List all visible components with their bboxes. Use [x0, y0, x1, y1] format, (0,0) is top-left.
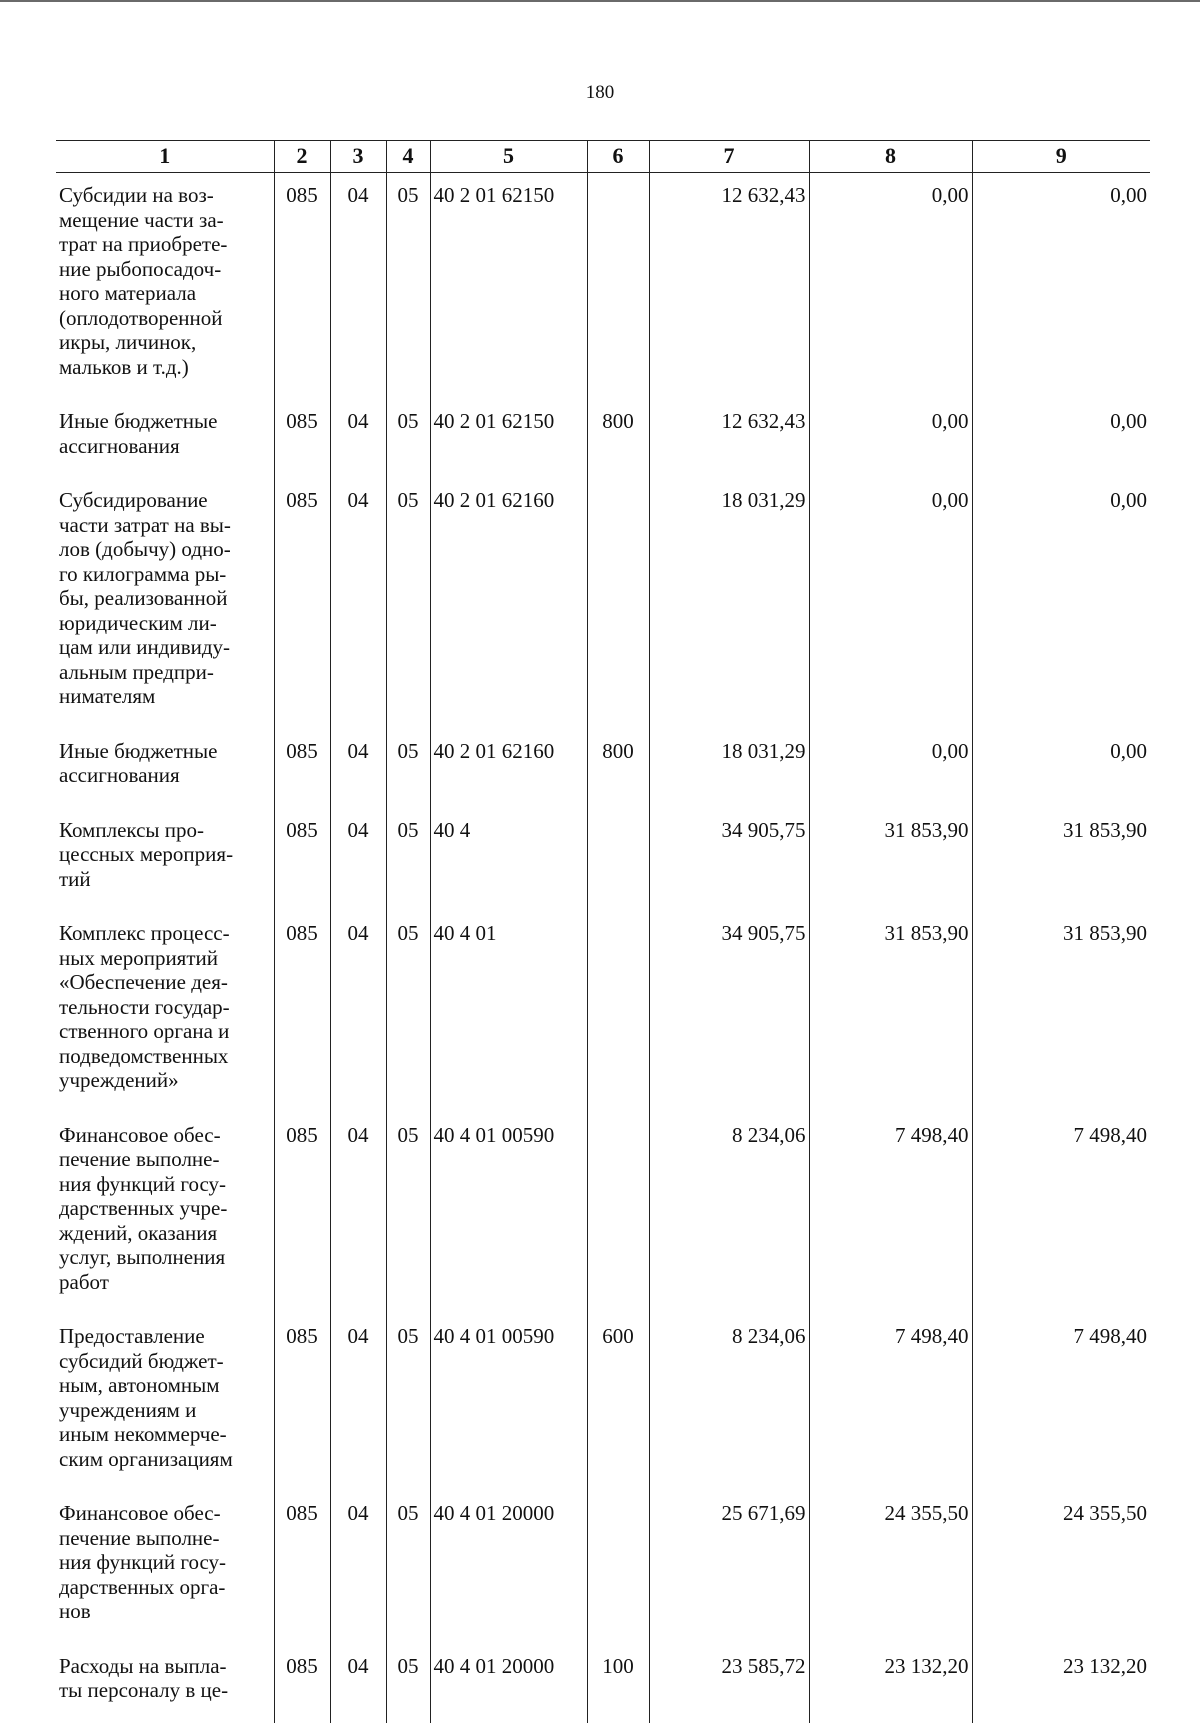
cell-subsection: 05 — [386, 399, 430, 478]
cell-amount-9: 23 132,20 — [972, 1644, 1150, 1723]
cell-subsection: 05 — [386, 173, 430, 400]
row-name: Расходы на выпла- ты персоналу в це- — [59, 1653, 229, 1702]
cell-section: 04 — [330, 808, 386, 912]
row-name: Предоставление субсидий бюджет- ным, автономным учреждениям и иным некоммерче- ским организациям — [59, 1324, 233, 1471]
row-name: Комплекс процесс- ных мероприятий «Обеспечение дея- тельности государ- ственного органа и подведомственных учреждений» — [59, 921, 230, 1092]
cell-target-article: 40 2 01 62160 — [430, 729, 587, 808]
col-header-3: 3 — [330, 141, 386, 173]
cell-admin-code: 085 — [274, 911, 330, 1113]
col-header-5: 5 — [430, 141, 587, 173]
cell-subsection: 05 — [386, 1113, 430, 1315]
col-header-2: 2 — [274, 141, 330, 173]
cell-amount-9: 0,00 — [972, 173, 1150, 400]
cell-section: 04 — [330, 1113, 386, 1315]
cell-amount-8: 7 498,40 — [809, 1113, 972, 1315]
cell-amount-8: 0,00 — [809, 399, 972, 478]
cell-amount-8: 7 498,40 — [809, 1314, 972, 1491]
cell-subsection: 05 — [386, 808, 430, 912]
cell-section: 04 — [330, 911, 386, 1113]
cell-amount-8: 24 355,50 — [809, 1491, 972, 1644]
col-header-4: 4 — [386, 141, 430, 173]
cell-amount-9: 0,00 — [972, 478, 1150, 729]
table-row — [56, 911, 1150, 1113]
cell-amount-7: 18 031,29 — [649, 729, 809, 808]
cell-admin-code: 085 — [274, 1314, 330, 1491]
cell-amount-7: 23 585,72 — [649, 1644, 809, 1723]
cell-expense-type — [587, 808, 649, 912]
cell-amount-7: 8 234,06 — [649, 1113, 809, 1315]
table-row — [56, 1644, 1150, 1723]
cell-section: 04 — [330, 1491, 386, 1644]
cell-amount-7: 34 905,75 — [649, 911, 809, 1113]
cell-subsection: 05 — [386, 911, 430, 1113]
budget-table — [56, 140, 1150, 1723]
cell-amount-9: 7 498,40 — [972, 1113, 1150, 1315]
table-row — [56, 478, 1150, 729]
cell-amount-8: 23 132,20 — [809, 1644, 972, 1723]
cell-subsection: 05 — [386, 1491, 430, 1644]
cell-target-article: 40 4 01 20000 — [430, 1644, 587, 1723]
cell-amount-7: 34 905,75 — [649, 808, 809, 912]
cell-target-article: 40 4 01 20000 — [430, 1491, 587, 1644]
cell-admin-code: 085 — [274, 808, 330, 912]
table-row — [56, 729, 1150, 808]
cell-amount-9: 31 853,90 — [972, 808, 1150, 912]
col-header-7: 7 — [649, 141, 809, 173]
cell-subsection: 05 — [386, 1314, 430, 1491]
cell-section: 04 — [330, 173, 386, 400]
cell-amount-8: 31 853,90 — [809, 911, 972, 1113]
cell-amount-7: 25 671,69 — [649, 1491, 809, 1644]
cell-amount-7: 12 632,43 — [649, 173, 809, 400]
header-row — [56, 141, 1150, 173]
cell-admin-code: 085 — [274, 1491, 330, 1644]
cell-amount-9: 7 498,40 — [972, 1314, 1150, 1491]
cell-section: 04 — [330, 1644, 386, 1723]
cell-admin-code: 085 — [274, 173, 330, 400]
cell-target-article: 40 4 01 00590 — [430, 1113, 587, 1315]
table-row — [56, 1491, 1150, 1644]
cell-admin-code: 085 — [274, 399, 330, 478]
cell-amount-7: 12 632,43 — [649, 399, 809, 478]
cell-target-article: 40 2 01 62160 — [430, 478, 587, 729]
row-name: Комплексы про- цессных мероприя- тий — [59, 817, 234, 891]
table-row — [56, 1113, 1150, 1315]
cell-expense-type — [587, 478, 649, 729]
col-header-1: 1 — [56, 141, 274, 173]
cell-subsection: 05 — [386, 478, 430, 729]
cell-expense-type — [587, 1113, 649, 1315]
table-row — [56, 399, 1150, 478]
cell-admin-code: 085 — [274, 478, 330, 729]
cell-amount-7: 8 234,06 — [649, 1314, 809, 1491]
cell-target-article: 40 2 01 62150 — [430, 173, 587, 400]
col-header-9: 9 — [972, 141, 1150, 173]
cell-admin-code: 085 — [274, 729, 330, 808]
cell-expense-type — [587, 173, 649, 400]
table-row — [56, 1314, 1150, 1491]
cell-admin-code: 085 — [274, 1644, 330, 1723]
row-name: Финансовое обес- печение выполне- ния функций госу- дарственных учре- ждений, оказания услуг, выполнения работ — [59, 1122, 228, 1294]
cell-subsection: 05 — [386, 729, 430, 808]
table-row — [56, 173, 1150, 400]
table-row — [56, 808, 1150, 912]
cell-amount-9: 24 355,50 — [972, 1491, 1150, 1644]
cell-target-article: 40 2 01 62150 — [430, 399, 587, 478]
cell-admin-code: 085 — [274, 1113, 330, 1315]
cell-amount-9: 31 853,90 — [972, 911, 1150, 1113]
cell-expense-type: 800 — [587, 399, 649, 478]
cell-expense-type: 600 — [587, 1314, 649, 1491]
cell-expense-type: 800 — [587, 729, 649, 808]
cell-amount-9: 0,00 — [972, 729, 1150, 808]
cell-target-article: 40 4 01 — [430, 911, 587, 1113]
cell-amount-8: 0,00 — [809, 729, 972, 808]
cell-expense-type — [587, 911, 649, 1113]
row-name: Финансовое обес- печение выполне- ния функций госу- дарственных орга- нов — [59, 1501, 227, 1623]
scan-top-edge — [0, 0, 1200, 2]
row-name: Иные бюджетные ассигнования — [59, 738, 218, 787]
col-header-6: 6 — [587, 141, 649, 173]
cell-expense-type: 100 — [587, 1644, 649, 1723]
cell-amount-9: 0,00 — [972, 399, 1150, 478]
cell-expense-type — [587, 1491, 649, 1644]
page-number: 180 — [585, 82, 615, 103]
cell-amount-8: 31 853,90 — [809, 808, 972, 912]
row-name: Иные бюджетные ассигнования — [59, 409, 218, 458]
cell-section: 04 — [330, 478, 386, 729]
cell-section: 04 — [330, 1314, 386, 1491]
cell-section: 04 — [330, 729, 386, 808]
col-header-8: 8 — [809, 141, 972, 173]
cell-section: 04 — [330, 399, 386, 478]
cell-target-article: 40 4 — [430, 808, 587, 912]
cell-subsection: 05 — [386, 1644, 430, 1723]
row-name: Субсидии на воз- мещение части за- трат на приобрете- ние рыбопосадоч- ного материала (оплодотворенной икры, личинок, мальков и т.д.) — [59, 183, 228, 379]
cell-amount-7: 18 031,29 — [649, 478, 809, 729]
row-name: Субсидирование части затрат на вы- лов (добычу) одно- го килограмма ры- бы, реализованной юридическим ли- цам или индивиду- альным предпри- нимателям — [59, 488, 231, 708]
cell-target-article: 40 4 01 00590 — [430, 1314, 587, 1491]
cell-amount-8: 0,00 — [809, 478, 972, 729]
cell-amount-8: 0,00 — [809, 173, 972, 400]
